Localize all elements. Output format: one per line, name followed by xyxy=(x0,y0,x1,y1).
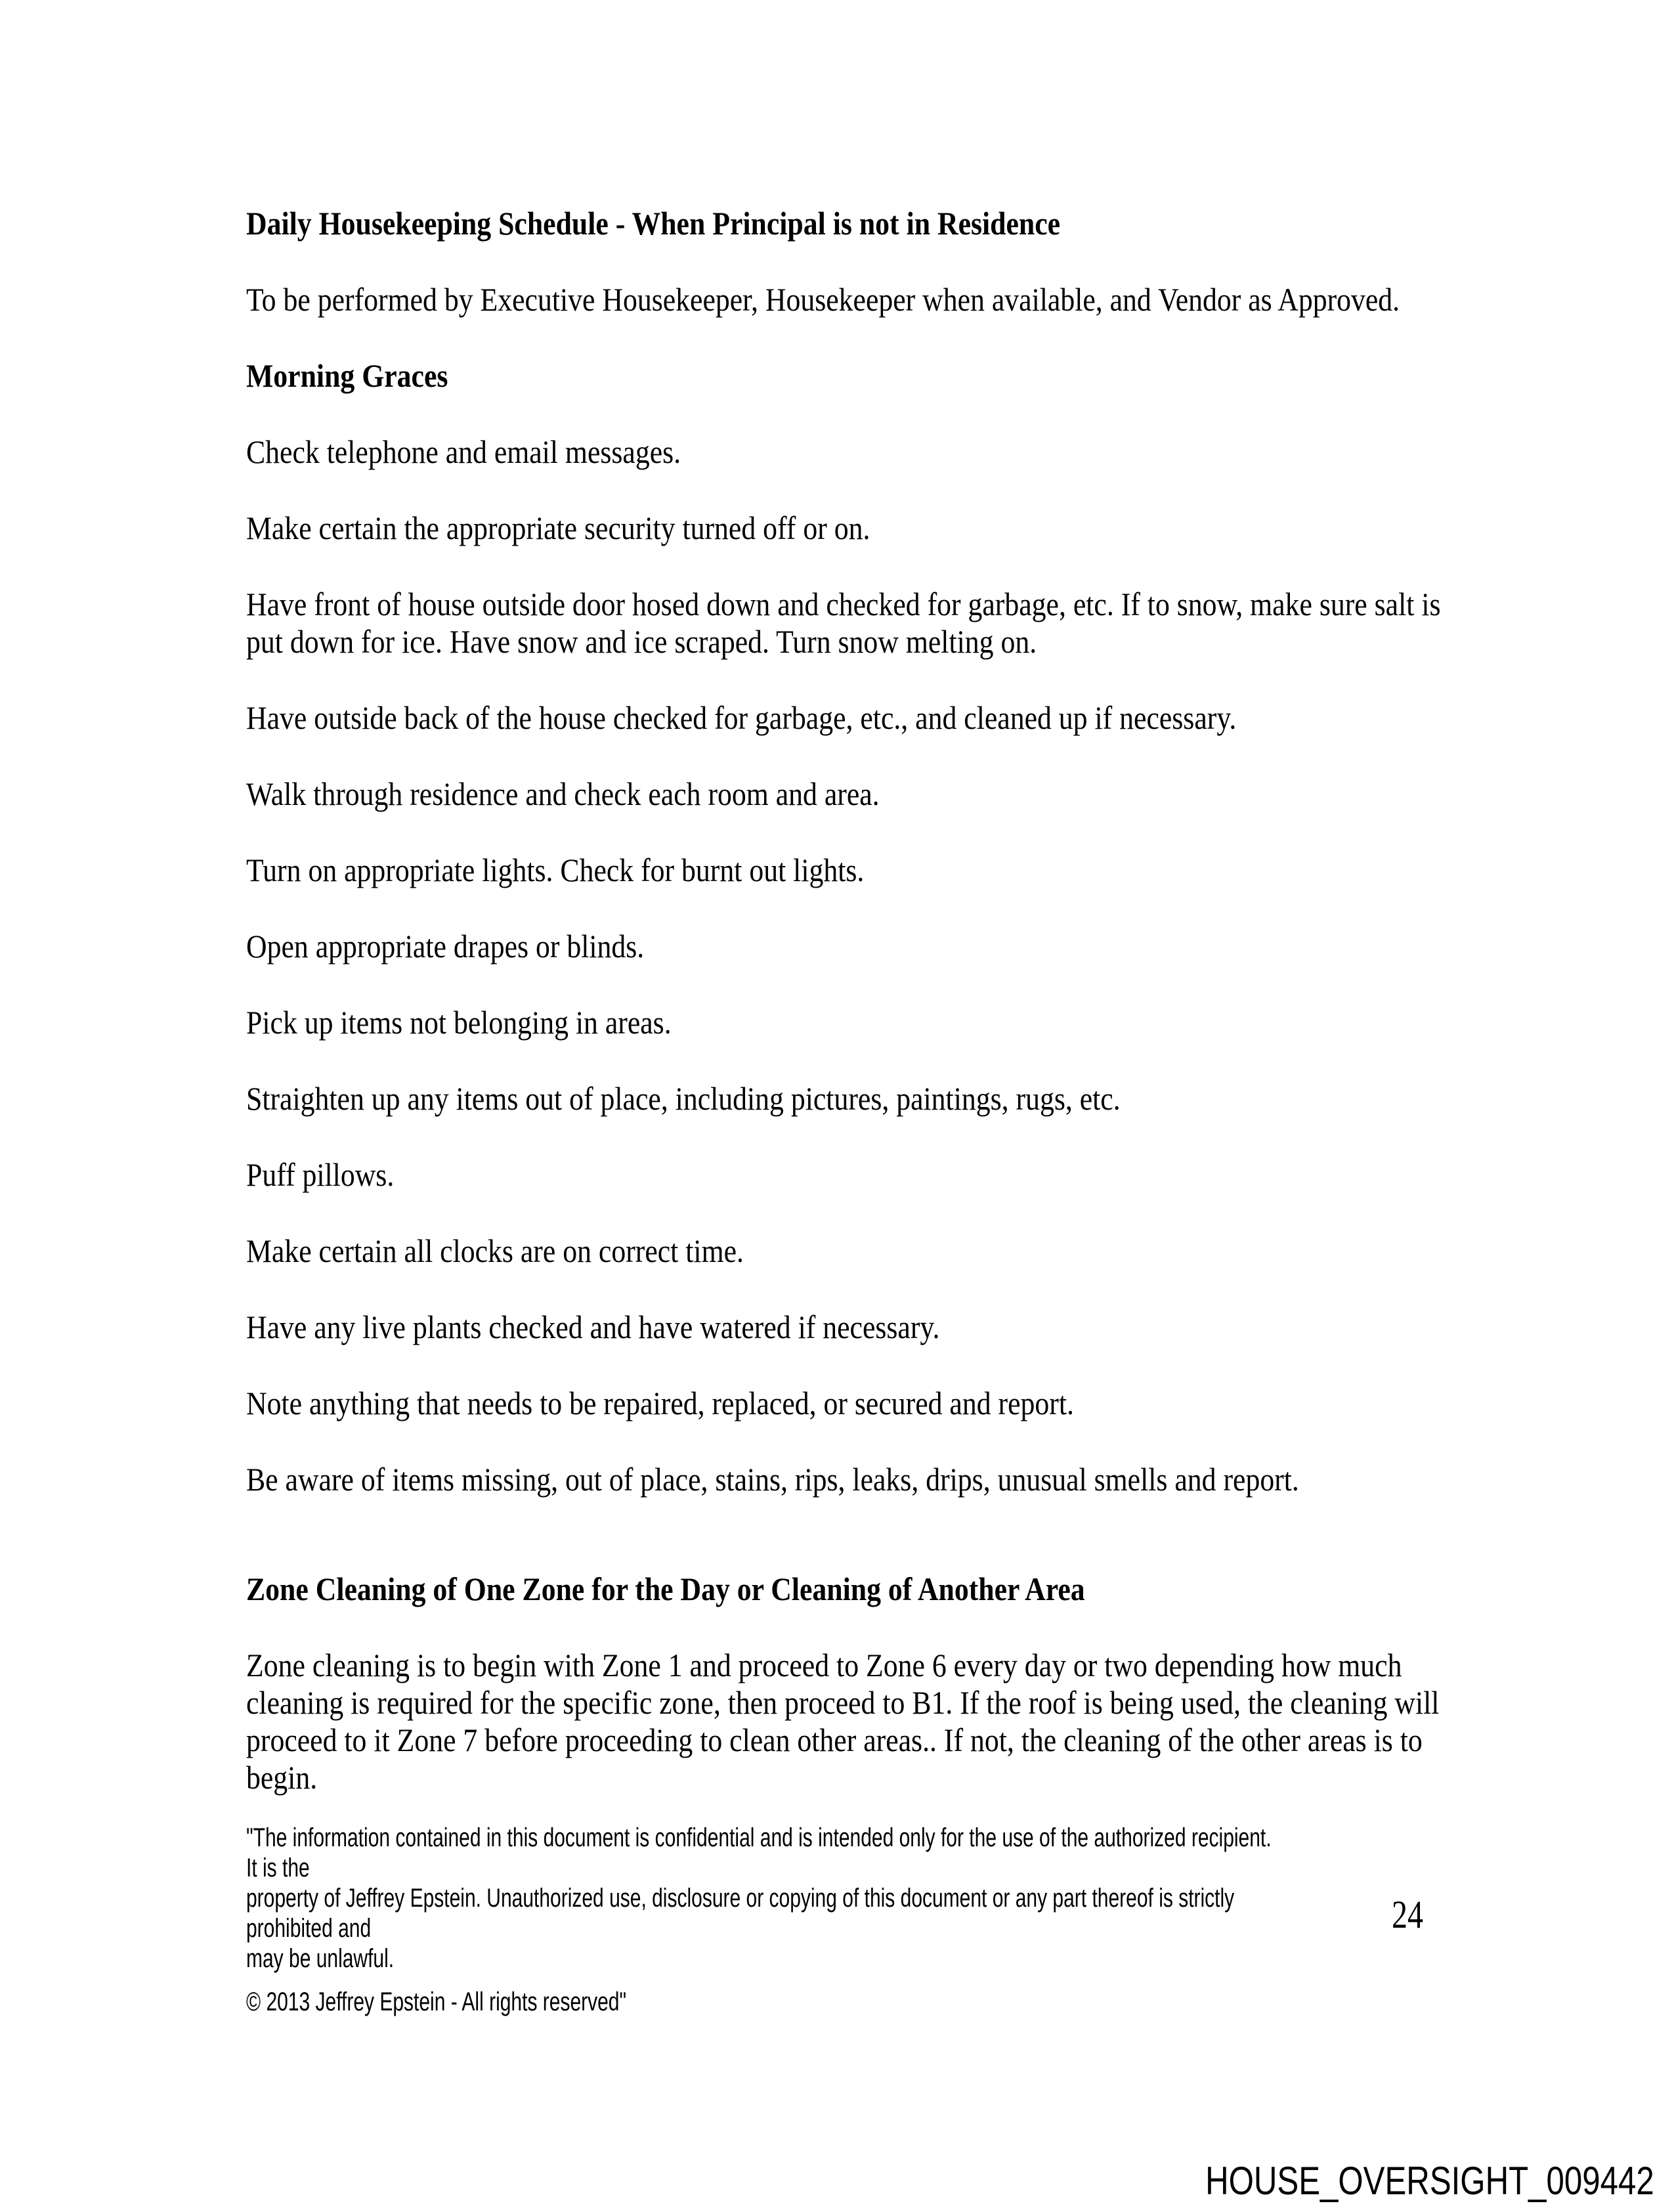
task-item-be-aware: Be aware of items missing, out of place, stains, rips, leaks, drips, unusual smells and report. xyxy=(246,1461,1299,1498)
task-item-drapes: Open appropriate drapes or blinds. xyxy=(246,928,645,965)
intro-paragraph: To be performed by Executive Housekeeper, Housekeeper when available, and Vendor as Approved. xyxy=(246,281,1400,318)
task-item-front-of-house: Have front of house outside door hosed down and checked for garbage, etc. If to snow, make sure salt is put down for ice. Have snow and ice scraped. Turn snow melting on. xyxy=(246,586,1448,660)
document-title: Daily Housekeeping Schedule - When Principal is not in Residence xyxy=(246,205,1061,242)
task-item-outside-back: Have outside back of the house checked for garbage, etc., and cleaned up if necessary. xyxy=(246,699,1237,736)
task-item-pick-up: Pick up items not belonging in areas. xyxy=(246,1004,672,1041)
task-item-security: Make certain the appropriate security turned off or on. xyxy=(246,510,870,546)
section-heading-zone-cleaning: Zone Cleaning of One Zone for the Day or Cleaning of Another Area xyxy=(246,1571,1085,1607)
task-item-check-messages: Check telephone and email messages. xyxy=(246,433,681,470)
task-item-clocks: Make certain all clocks are on correct time. xyxy=(246,1232,744,1269)
footer-disclaimer xyxy=(246,1823,1287,1974)
page-number: 24 xyxy=(1392,1893,1423,1936)
task-item-puff-pillows: Puff pillows. xyxy=(246,1156,395,1193)
section-heading-morning-graces: Morning Graces xyxy=(246,357,448,394)
disclaimer-line-1: "The information contained in this document is confidential and is intended only for the use of the authorized recipient. It is the xyxy=(246,1823,1283,1882)
task-item-plants: Have any live plants checked and have watered if necessary. xyxy=(246,1309,940,1345)
task-item-straighten: Straighten up any items out of place, including pictures, paintings, rugs, etc. xyxy=(246,1080,1121,1117)
disclaimer-line-2: property of Jeffrey Epstein. Unauthorized use, disclosure or copying of this document or any part thereof is strictly prohibited and xyxy=(246,1884,1240,1943)
document-content xyxy=(246,205,1635,2017)
disclaimer-line-3: may be unlawful. xyxy=(246,1944,395,1973)
task-item-repairs: Note anything that needs to be repaired, replaced, or secured and report. xyxy=(246,1385,1074,1421)
zone-cleaning-paragraph: Zone cleaning is to begin with Zone 1 and proceed to Zone 6 every day or two depending how much cleaning is required for the specific zone, then proceed to B1. If the roof is being used, the cleaning will proceed to it Zone 7 before proceeding to clean other areas.. If not, the cleaning of the other areas is to begin. xyxy=(246,1647,1447,1796)
task-item-lights: Turn on appropriate lights. Check for burnt out lights. xyxy=(246,852,865,888)
copyright-line: © 2013 Jeffrey Epstein - All rights reserved" xyxy=(246,1987,627,2016)
bates-stamp: HOUSE_OVERSIGHT_009442 xyxy=(1205,2159,1654,2203)
task-item-walk-through: Walk through residence and check each room and area. xyxy=(246,775,880,812)
